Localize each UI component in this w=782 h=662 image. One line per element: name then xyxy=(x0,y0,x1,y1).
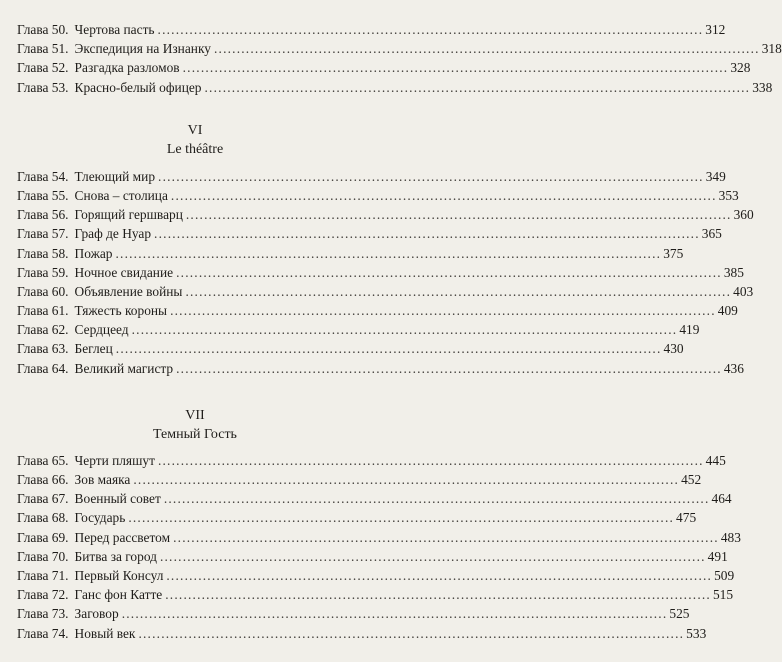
chapter-title: Сердцеед xyxy=(74,322,129,338)
chapter-title: Зов маяка xyxy=(74,472,131,487)
toc-row[interactable] xyxy=(17,58,751,77)
chapter-title: Разгадка разломов xyxy=(74,60,180,76)
page-number: 403 xyxy=(733,283,754,299)
page-number: 483 xyxy=(720,529,741,545)
toc-row[interactable] xyxy=(17,604,690,623)
toc-row[interactable] xyxy=(17,244,684,263)
dot-leader: ........................................................................................................................ xyxy=(131,322,678,338)
page-number: 375 xyxy=(663,245,684,261)
toc-row[interactable] xyxy=(17,301,738,320)
chapter-title: Граф де Нуар xyxy=(74,226,152,242)
chapter-title: Красно-белый офицер xyxy=(74,79,202,95)
chapter-title: Битва за город xyxy=(74,548,157,564)
page-number: 452 xyxy=(681,472,702,487)
page-number: 419 xyxy=(679,322,700,338)
chapter-title: Первый Консул xyxy=(74,567,164,583)
chapter-number: Глава 55. xyxy=(17,187,69,203)
dot-leader: ........................................................................................................................ xyxy=(182,60,729,76)
dot-leader: ........................................................................................................................ xyxy=(154,226,700,242)
chapter-number: Глава 74. xyxy=(17,625,69,641)
chapter-number: Глава 61. xyxy=(17,303,69,319)
part-heading xyxy=(17,121,373,159)
dot-leader: ........................................................................................................................ xyxy=(115,341,662,357)
part-title: Темный Гость xyxy=(153,426,237,442)
chapter-title: Заговор xyxy=(74,606,119,622)
page-number: 318 xyxy=(761,41,782,57)
chapter-number: Глава 52. xyxy=(17,60,69,76)
toc-row[interactable] xyxy=(17,547,728,566)
dot-leader: ........................................................................................................................ xyxy=(128,510,675,526)
dot-leader: ........................................................................................................................ xyxy=(165,587,711,603)
dot-leader: ........................................................................................................................ xyxy=(185,283,732,299)
chapter-number: Глава 59. xyxy=(17,264,69,280)
part-numeral: VI xyxy=(187,122,203,138)
chapter-title: Беглец xyxy=(74,341,113,357)
dot-leader: ........................................................................................................................ xyxy=(157,452,704,468)
chapter-number: Глава 73. xyxy=(17,606,69,622)
toc-row[interactable] xyxy=(17,39,782,58)
chapter-number: Глава 70. xyxy=(17,548,69,564)
dot-leader: ........................................................................................................................ xyxy=(176,264,722,280)
toc-row[interactable] xyxy=(17,451,726,470)
chapter-title: Тяжесть короны xyxy=(74,303,168,319)
page-number: 353 xyxy=(718,187,739,203)
dot-leader: ........................................................................................................................ xyxy=(204,79,751,95)
chapter-number: Глава 72. xyxy=(17,587,69,603)
toc-row[interactable] xyxy=(17,585,734,604)
dot-leader: ........................................................................................................................ xyxy=(173,529,719,545)
chapter-number: Глава 69. xyxy=(17,529,69,545)
toc-row[interactable] xyxy=(17,470,702,489)
chapter-number: Глава 64. xyxy=(17,360,69,376)
page-number: 464 xyxy=(711,491,732,507)
dot-leader: ........................................................................................................................ xyxy=(176,360,722,376)
toc-row[interactable] xyxy=(17,528,741,547)
toc-row[interactable] xyxy=(17,78,773,97)
chapter-title: Перед рассветом xyxy=(74,529,171,545)
chapter-title: Пожар xyxy=(74,245,113,261)
toc-row[interactable] xyxy=(17,339,684,358)
dot-leader: ........................................................................................................................ xyxy=(166,567,713,583)
page-number: 349 xyxy=(705,168,726,184)
toc-row[interactable] xyxy=(17,359,744,378)
toc-row[interactable] xyxy=(17,320,700,339)
toc-row[interactable] xyxy=(17,205,754,224)
chapter-title: Ганс фон Катте xyxy=(74,587,163,603)
dot-leader: ........................................................................................................................ xyxy=(138,625,685,641)
page-number: 409 xyxy=(717,303,738,319)
dot-leader: ........................................................................................................................ xyxy=(159,548,706,564)
toc-row[interactable] xyxy=(17,489,732,508)
toc-row[interactable] xyxy=(17,566,735,585)
page-number: 525 xyxy=(669,606,690,622)
toc-row[interactable] xyxy=(17,20,726,39)
chapter-number: Глава 53. xyxy=(17,79,69,95)
dot-leader: ........................................................................................................................ xyxy=(170,187,717,203)
chapter-number: Глава 63. xyxy=(17,341,69,357)
part-numeral: VII xyxy=(185,407,205,423)
dot-leader: ........................................................................................................................ xyxy=(115,245,662,261)
page-number: 430 xyxy=(663,341,684,357)
chapter-number: Глава 66. xyxy=(17,472,69,487)
chapter-number: Глава 68. xyxy=(17,510,69,526)
chapter-number: Глава 54. xyxy=(17,168,69,184)
toc-row[interactable] xyxy=(17,224,722,243)
chapter-number: Глава 57. xyxy=(17,226,69,242)
chapter-number: Глава 60. xyxy=(17,283,69,299)
page-number: 360 xyxy=(733,207,754,223)
page-number: 533 xyxy=(686,625,707,641)
chapter-list-part-7 xyxy=(17,451,741,643)
table-of-contents xyxy=(17,20,782,643)
page-number: 436 xyxy=(723,360,744,376)
part-heading xyxy=(17,406,373,444)
toc-row[interactable] xyxy=(17,282,754,301)
dot-leader: ........................................................................................................................ xyxy=(158,168,704,184)
dot-leader: ........................................................................................................................ xyxy=(170,303,716,319)
toc-row[interactable] xyxy=(17,624,707,643)
page-number: 475 xyxy=(676,510,697,526)
page-number: 445 xyxy=(705,452,726,468)
chapter-title: Снова – столица xyxy=(74,187,168,203)
chapter-title: Ночное свидание xyxy=(74,264,174,280)
chapter-list-part-5-continued xyxy=(17,20,782,97)
chapter-number: Глава 71. xyxy=(17,567,69,583)
dot-leader: ........................................................................................................................ xyxy=(133,472,680,487)
chapter-title: Новый век xyxy=(74,625,136,641)
dot-leader: ........................................................................................................................ xyxy=(185,207,732,223)
dot-leader: ........................................................................................................................ xyxy=(163,491,710,507)
chapter-title: Горящий гершварц xyxy=(74,207,183,223)
chapter-number: Глава 65. xyxy=(17,452,69,468)
page-number: 338 xyxy=(752,79,773,95)
chapter-title: Великий магистр xyxy=(74,360,174,376)
chapter-number: Глава 58. xyxy=(17,245,69,261)
chapter-title: Тлеющий мир xyxy=(74,168,156,184)
chapter-title: Чертова пасть xyxy=(74,22,155,37)
chapter-number: Глава 67. xyxy=(17,491,69,507)
chapter-title: Черти пляшут xyxy=(74,452,155,468)
toc-row[interactable] xyxy=(17,167,726,186)
part-title: Le théâtre xyxy=(166,141,224,157)
chapter-title: Объявление войны xyxy=(74,283,183,299)
chapter-number: Глава 62. xyxy=(17,322,69,338)
chapter-title: Государь xyxy=(74,510,126,526)
toc-row[interactable] xyxy=(17,508,697,527)
dot-leader: ........................................................................................................................ xyxy=(157,22,704,37)
toc-row[interactable] xyxy=(17,186,739,205)
chapter-number: Глава 56. xyxy=(17,207,69,223)
page-number: 312 xyxy=(705,22,726,37)
chapter-list-part-6 xyxy=(17,167,754,378)
chapter-number: Глава 50. xyxy=(17,22,69,37)
dot-leader: ........................................................................................................................ xyxy=(213,41,760,57)
page-number: 385 xyxy=(723,264,744,280)
toc-row[interactable] xyxy=(17,263,744,282)
page-number: 491 xyxy=(707,548,728,564)
chapter-title: Военный совет xyxy=(74,491,161,507)
page-number: 365 xyxy=(701,226,722,242)
dot-leader: ........................................................................................................................ xyxy=(121,606,668,622)
page-number: 509 xyxy=(714,567,735,583)
page-number: 328 xyxy=(730,60,751,76)
chapter-title: Экспедиция на Изнанку xyxy=(74,41,211,57)
chapter-number: Глава 51. xyxy=(17,41,69,57)
page-number: 515 xyxy=(712,587,734,603)
